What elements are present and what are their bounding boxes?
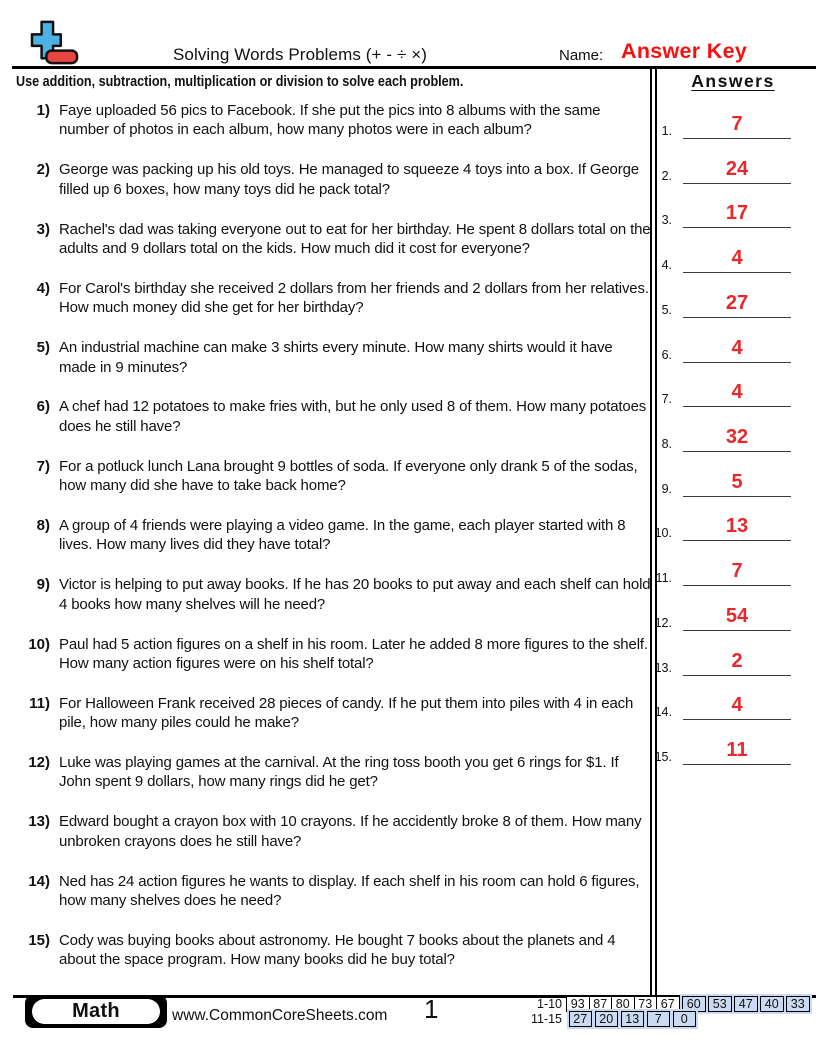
answer-blank-line [683,362,791,363]
answer-blank-line [683,764,791,765]
score-cell: 73 [634,996,658,1012]
score-cell: 40 [760,996,784,1012]
answer-blank-line [683,630,791,631]
answer-row [651,243,792,273]
problem-item [14,338,654,377]
score-cell: 33 [786,996,810,1012]
answer-value: 4 [731,381,743,404]
answer-value: 13 [725,515,749,538]
answer-value: 17 [725,202,749,225]
answer-value: 27 [725,291,749,314]
problem-number: 14) [28,872,50,890]
answer-number: 3. [661,213,672,228]
answer-row [651,422,792,452]
answer-number: 7. [661,392,672,407]
answer-row [651,377,792,407]
problem-number: 2) [36,161,50,179]
score-cell: 27 [569,1011,593,1027]
answer-row [651,467,792,497]
instructions-text: Use addition, subtraction, multiplication or division to solve each problem. [16,73,464,90]
problem-number: 8) [36,516,50,534]
answer-value: 32 [725,425,749,448]
problem-text: A chef had 12 potatoes to make fries with, but he only used 8 of them. How many potatoes does he still have? [59,398,647,435]
answer-row [651,333,792,363]
problem-text: For Halloween Frank received 28 pieces of candy. If he put them into piles with 4 in each pile, how many piles could he make? [59,694,634,732]
answer-blank-line [683,406,791,407]
score-cell: 13 [621,1011,645,1027]
problem-text: For Carol's birthday she received 2 dollars from her friends and 2 dollars from her relatives. How much money did she get for her birthday? [59,279,649,317]
answer-row [651,109,792,139]
problem-text: A group of 4 friends were playing a video game. In the game, each player started with 8 lives. How many lives did they have total? [59,516,626,554]
problem-number: 12) [28,754,50,772]
answer-blank-line [683,496,791,497]
problem-item [14,872,654,911]
problem-number: 3) [36,220,50,238]
answer-number: 1. [661,124,672,138]
problem-text: Paul had 5 action figures on a shelf in his room. Later he added 8 more figures to the shelf. How many action figures were on his shelf total? [59,635,648,672]
answer-blank-line [683,585,791,586]
answer-number: 14. [654,705,672,720]
problem-item [14,397,654,436]
answer-number: 13. [654,660,672,675]
problem-text: Edward bought a crayon box with 10 crayons. If he accidently broke 8 of them. How many unbroken crayons does he still have? [59,813,642,850]
problem-number: 7) [36,457,50,475]
answer-number: 12. [654,615,672,630]
problem-number: 11) [29,694,50,712]
minus-icon [46,51,77,63]
answer-number: 10. [654,526,672,541]
problem-text: Ned has 24 action figures he wants to display. If each shelf in his room can hold 6 figures, how many shelves does he need? [59,872,640,910]
answer-blank-line [683,138,791,139]
problem-number: 9) [36,576,50,594]
answer-value: 4 [731,247,743,270]
problem-number: 13) [28,813,50,831]
problem-item [14,279,654,318]
header-rule [12,66,816,69]
answer-row [651,288,792,318]
score-cell: 93 [566,996,590,1012]
answer-number: 8. [661,436,672,451]
answer-number: 6. [661,347,672,362]
answer-blank-line [683,317,791,318]
problem-item [14,516,654,555]
problem-number: 4) [36,279,50,297]
score-cell: 60 [682,996,706,1012]
answer-value: 7 [731,560,743,583]
answer-row [651,556,792,586]
answer-number: 5. [661,302,672,317]
problem-text: Cody was buying books about astronomy. He bought 7 books about the planets and 4 about the space program. How many books did he buy total? [59,931,616,969]
answer-blank-line [683,272,791,273]
answer-key-value: Answer Key [621,39,748,63]
answer-value: 4 [731,336,743,359]
score-row [528,996,810,1012]
problem-item [14,635,654,674]
score-cell: 87 [589,996,613,1012]
answer-value: 5 [731,470,743,493]
problem-text: Victor is helping to put away books. If he has 20 books to put away and each shelf can hold 4 books how many shelves will he need? [59,576,651,613]
answer-row [651,601,792,631]
problem-item [14,753,654,792]
plus-minus-logo [30,19,80,65]
problem-text: George was packing up his old toys. He managed to squeeze 4 toys into a box. If George filled up 6 boxes, how many toys did he pack total? [59,161,639,198]
score-cell: 80 [611,996,635,1012]
score-cell: 20 [595,1011,619,1027]
problem-item [14,457,654,496]
problem-number: 5) [36,339,50,357]
problem-number: 15) [28,931,50,949]
problem-text: Faye uploaded 56 pics to Facebook. If she put the pics into 8 albums with the same number of photos in each album, how many photos were in each album? [59,102,601,139]
answer-row [651,154,792,184]
math-badge-pill [32,999,160,1024]
answer-blank-line [683,227,791,228]
problem-number: 10) [28,635,50,653]
problem-text: Luke was playing games at the carnival. At the ring toss booth you get 6 rings for $1. If John spent 9 dollars, how many rings did he get? [59,754,619,791]
website-link[interactable]: www.CommonCoreSheets.com [172,1007,388,1024]
answer-number: 15. [654,749,672,764]
problem-item [14,931,654,970]
answer-number: 4. [661,258,672,273]
answer-number: 2. [661,168,672,183]
answer-value: 54 [725,604,749,627]
answer-row [651,646,792,676]
answer-blank-line [683,675,791,676]
problem-item [14,694,654,733]
score-cell: 47 [734,996,758,1012]
answer-blank-line [683,540,791,541]
score-cell: 67 [656,996,680,1012]
answer-value: 11 [726,738,748,761]
score-table [528,996,810,1027]
answer-row [651,511,792,541]
name-label: Name: [559,47,604,64]
answers-heading: Answers [691,71,775,91]
math-badge [25,995,167,1028]
problem-item [14,812,654,851]
answer-row [651,198,792,228]
answer-number: 9. [661,481,672,496]
answer-value: 24 [725,157,749,180]
problem-text: Rachel's dad was taking everyone out to eat for her birthday. He spent 8 dollars total on the adults and 9 dollars total on the kids. How much did it cost for everyone? [59,220,651,257]
problem-item [14,101,654,140]
answer-blank-line [683,719,791,720]
answer-value: 7 [731,113,743,135]
problem-number: 6) [36,398,50,416]
problem-text: An industrial machine can make 3 shirts every minute. How many shirts would it have made in 9 minutes? [59,339,613,376]
score-row [528,1011,810,1027]
score-cell: 53 [708,996,732,1012]
problem-item [14,575,654,614]
answer-value: 2 [731,649,743,672]
math-badge-label: Math [72,1000,120,1022]
answer-value: 4 [731,694,743,717]
score-row-label: 1-10 [536,997,562,1011]
page-number: 1 [424,994,439,1024]
score-cell: 7 [647,1011,671,1027]
problem-item [14,160,654,199]
worksheet-title: Solving Words Problems (+ - ÷ ×) [172,45,428,64]
answer-row [651,690,792,720]
problem-number: 1) [36,102,50,119]
answer-blank-line [683,451,791,452]
answer-row [651,735,792,765]
problem-item [14,220,654,259]
answer-blank-line [683,183,791,184]
score-row-label: 11-15 [530,1012,562,1026]
score-cell: 0 [673,1011,697,1027]
problem-text: For a potluck lunch Lana brought 9 bottles of soda. If everyone only drank 5 of the sodas, how many did she have to take back home? [59,457,638,495]
answer-number: 11. [655,571,672,586]
